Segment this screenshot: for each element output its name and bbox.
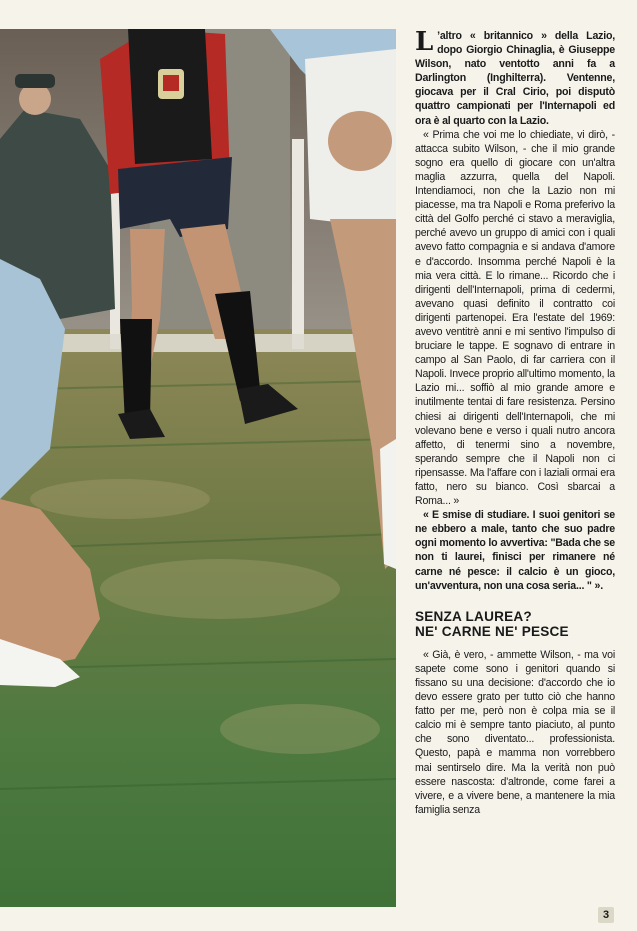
article-lead: ’altro « britannico » della Lazio, dopo Giorgio Chinaglia, è Giuseppe Wilson, nato ventotto anni fa a Darlington (Inghilterra). Ventenne, giocava per il Cral Cirio, poi disputò quattro campionati per l'Internapoli ed ora è al quarto con la Lazio. bbox=[415, 30, 615, 127]
section-subhead bbox=[415, 609, 615, 640]
article-column bbox=[415, 29, 615, 817]
drop-cap: L bbox=[415, 27, 434, 57]
article-paragraph: « Prima che voi me lo chiediate, vi dirò, - attacca subito Wilson, - che il mio grande sogno era quello di giocare con un'altra maglia azzurra, quella del Napoli. Intendiamoci, non che la Lazio non mi piacesse, ma tra Napoli e Roma preferivo la città del Golfo perché ci stavo a meraviglia, perché avevo un gruppo di amici con i quali avevo fatto compagnia e si andava d'amore e d'accordo. Insomma perché Napoli è la mia vera città. E lo rimane... Ricordo che i dirigenti dell'Internapoli, prima di cedermi, avevano quasi definito il contratto coi dirigenti partenopei. Era l'estate del 1969: avevo ventitrè anni e mi sentivo l'impulso di bruciare le tappe. E sognavo di entrare in campo al San Paolo, di far carriera con il Napoli. Invece proprio all'ultimo momento, la Lazio mi... soffiò al mio grande amore e inutilmente tentai di fare resistenza. Persino chiesi ai dirigenti dell'Internapoli, che mi volevano bene e verso i quali nutro ancora affetto, di tenermi sino a novembre, sperando sempre che il Napoli non ci ripensasse. Ma l'affare con i laziali ormai era fatto, nero su bianco. Così sbarcai a Roma... » bbox=[415, 128, 615, 508]
subhead-line-2: NE' CARNE NE' PESCE bbox=[415, 624, 569, 640]
subhead-line-1: SENZA LAUREA? bbox=[415, 608, 532, 624]
article-closing-paragraph: « Già, è vero, - ammette Wilson, - ma voi sapete come sono i genitori quando si fissano su una decisione: d'accordo che io devo essere grato per tutto ciò che hanno fatto per me, però non è colpa mia se il calcio mi è sempre tanto piaciuto, al punto che sono diventato... professionista. Questo, papà e mamma non vorrebbero mai sentirselo dire. Ma la verità non può essere nascosta: d'altronde, come farei a vivere, e a vivere bene, a mantenere la mia famiglia senza bbox=[415, 648, 615, 816]
football-match-photo bbox=[0, 29, 396, 907]
article-bold-paragraph: « E smise di studiare. I suoi genitori se ne ebbero a male, tanto che suo padre ogni momento lo avvertiva: "Bada che se non ti laurei, finisci per rimanere né carne né pesce: il calcio è un gioco, un'avventura, non una cosa seria... " ». bbox=[415, 509, 615, 592]
page-number: 3 bbox=[598, 907, 614, 923]
